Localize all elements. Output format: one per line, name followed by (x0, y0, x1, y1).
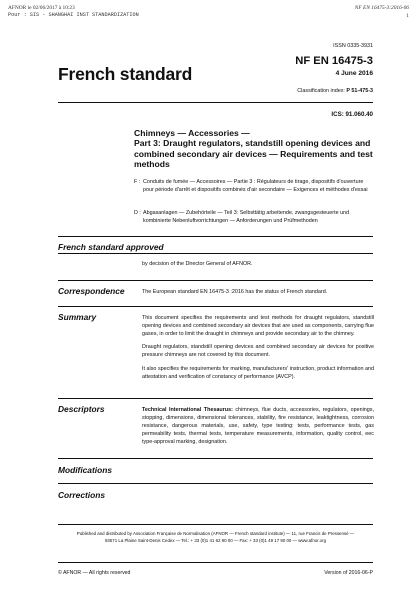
header-divider (58, 102, 373, 103)
corrections-heading: Corrections (58, 490, 106, 500)
summary-paragraph: Draught regulators, standstill opening devices and combined secondary air devices for positive pressure chimneys are not covered by this document. (142, 344, 374, 359)
approved-heading: French standard approved (58, 242, 164, 252)
publisher-line: 93571 La Plaine Saint-Denis Cedex — Tel.: + 33 (0)1 41 62 80 00 — Fax: + 33 (0)1 49 17 90 00 — www.afnor.org (104, 538, 327, 544)
footer (58, 570, 373, 576)
classification-label: Classification index: (297, 88, 347, 94)
section-divider (58, 483, 373, 484)
summary-heading: Summary (58, 312, 97, 322)
section-divider (58, 280, 373, 281)
copyright: © AFNOR — All rights reserved (58, 570, 131, 576)
publisher-line: Published and distributed by Association Française de Normalisation (AFNOR — French standard institute) — 11, rue Francis de Pressensé — (76, 531, 355, 536)
french-title-text: Conduits de fumée — Accessoires — Partie 3 : Régulateurs de tirage, dispositifs d'ouverture pour période d'arrêt et dispositifs combinés d'air secondaire — Exigences et méthodes d'essai (143, 179, 368, 193)
descriptors-heading: Descriptors (58, 404, 105, 414)
french-title (134, 179, 374, 195)
classification-index (297, 88, 373, 94)
ics-code: ICS: 91.060.40 (331, 111, 373, 118)
standard-title (134, 128, 374, 170)
summary-paragraph: This document specifies the requirements and test methods for draught regulators, standstill opening devices and combined secondary air devices that are used as components, carrying flue gases, in order to limit the draught in chimneys and provide secondary air to the chimney. (142, 315, 374, 338)
summary-paragraph: It also specifies the requirements for marking, manufacturers' instruction, product information and attestation and verification of constancy of performance (AVCP). (142, 365, 374, 380)
document-type-title: French standard (58, 64, 193, 84)
footer-divider (58, 562, 373, 563)
section-divider (58, 398, 373, 399)
publisher-info (58, 530, 373, 544)
section-divider (58, 253, 373, 254)
section-divider (58, 458, 373, 459)
page-number: 1 (406, 13, 409, 20)
title-line-2: Part 3: Draught regulators, standstill opening devices and combined secondary air devices — Requirements and test methods (134, 138, 373, 170)
section-divider (58, 306, 373, 307)
german-title-text: Abgasanlagen — Zubehörteile — Teil 3: Selbsttätig arbeitende, zwangsgesteuerte und kombinierte Nebenluftvorrichtungen — Anforderungen und Prüfmethoden (143, 210, 350, 224)
section-divider (58, 236, 373, 237)
title-line-1: Chimneys — Accessories — (134, 128, 250, 138)
thesaurus-label: Technical International Thesaurus: (142, 407, 233, 413)
approved-text: by decision of the Director General of AFNOR. (142, 261, 253, 267)
version: Version of 2016-06-P (324, 570, 373, 576)
stamp-date-line: AFNOR le 02/06/2017 à 10:23 (8, 5, 75, 11)
modifications-heading: Modifications (58, 465, 112, 475)
german-label: D : (134, 210, 141, 216)
standard-date: 4 June 2016 (335, 70, 373, 77)
standard-number: NF EN 16475-3 (295, 55, 373, 67)
descriptors-list: chimneys, flue ducts, accessories, regulators, openings, stopping, dimensions, dimensional tolerances, stability, fire resistance, leaktightness, corrosion resistance, dangerous materials, use, safety, type testing: tests, performance tests, gas permeability tests, thermal tests, temperature measurements, information, quality control, eec type-approval marking, designation. (142, 407, 374, 446)
download-stamp (8, 5, 139, 19)
summary-text (142, 314, 374, 386)
document-reference-stamp (355, 5, 409, 21)
stamp-recipient-line: Pour : SIS - SHANGHAI INST STANDARDIZATION (8, 12, 139, 19)
correspondence-heading: Correspondence (58, 286, 125, 296)
stamp-reference: NF EN 16475-3:2016-06 (354, 5, 409, 11)
classification-value: P 51-475-3 (346, 88, 373, 94)
publisher-divider (58, 524, 373, 525)
correspondence-text: The European standard EN 16475-3 :2016 has the status of French standard. (142, 289, 328, 295)
german-title (134, 210, 374, 226)
french-label: F : (134, 179, 141, 185)
descriptors-text (142, 406, 374, 447)
issn: ISSN 0335-3931 (333, 43, 373, 49)
